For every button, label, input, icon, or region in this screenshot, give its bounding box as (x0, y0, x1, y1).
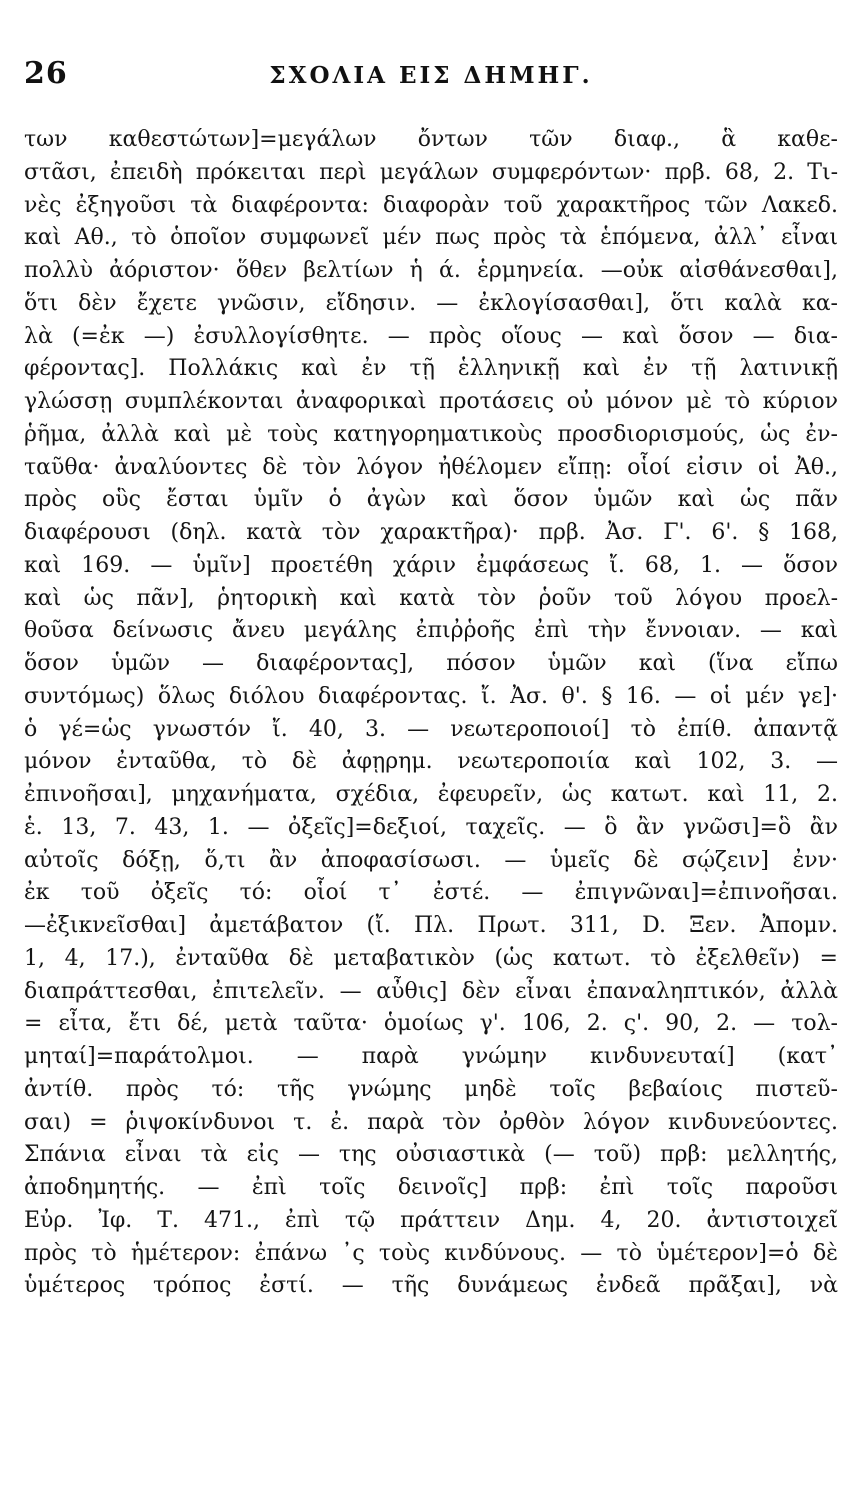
text-line: θοῦσα δείνωσις ἄνευ μεγάλης ἐπιῤῥοῆς ἐπὶ τὴν ἔννοιαν. — καὶ (24, 618, 838, 644)
text-line: Σπάνια εἶναι τὰ εἰς — της οὐσιαστικὰ (— τοῦ) πρβ: μελλητής, (24, 1142, 838, 1168)
text-line: διαπράττεσθαι, ἐπιτελεῖν. — αὖθις] δὲν εἶναι ἐπαναληπτικόν, ἀλλὰ (24, 978, 838, 1004)
text-line: ἑ. 13, 7. 43, 1. — ὀξεῖς]=δεξιοί, ταχεῖς. — ὃ ἂν γνῶσι]=ὃ ἂν (24, 814, 838, 840)
text-line: σαι) = ῥιψοκίνδυνοι τ. ἐ. παρὰ τὸν ὀρθὸν λόγον κινδυνεύοντες. (24, 1109, 838, 1135)
text-line: νὲς ἐξηγοῦσι τὰ διαφέροντα: διαφορὰν τοῦ χαρακτῆρος τῶν Λακεδ. (24, 192, 838, 218)
text-line: Εὐρ. Ἰφ. Τ. 471., ἐπὶ τῷ πράττειν Δημ. 4, 20. ἀντιστοιχεῖ (24, 1207, 838, 1233)
text-line: —ἐξικνεῖσθαι] ἀμετάβατον (ἴ. Πλ. Πρωτ. 311, D. Ξεν. Ἀπομν. (24, 913, 838, 938)
text-line: ὁ γέ=ὡς γνωστόν ἴ. 40, 3. — νεωτεροποιοί] τὸ ἐπίθ. ἀπαντᾷ (24, 716, 838, 742)
text-line: καὶ ὡς πᾶν], ῥητορικὴ καὶ κατὰ τὸν ῥοῦν τοῦ λόγου προελ- (24, 585, 838, 611)
page-number: 26 (24, 56, 68, 91)
text-line: πολλὺ ἀόριστον· ὅθεν βελτίων ἡ ά. ἑρμηνεία. —οὐκ αἰσθάνεσθαι], (24, 258, 838, 283)
text-line: διαφέρουσι (δηλ. κατὰ τὸν χαρακτῆρα)· πρβ. Ἀσ. Γ'. 6'. § 168, (24, 520, 838, 545)
text-line: μηταί]=παράτολμοι. — παρὰ γνώμην κινδυνευταί] (κατ᾽ (24, 1044, 838, 1069)
text-line: ἀποδημητής. — ἐπὶ τοῖς δεινοῖς] πρβ: ἐπὶ τοῖς παροῦσι (24, 1175, 838, 1200)
text-line: ἐκ τοῦ ὀξεῖς τό: οἷοί τ᾽ ἐστέ. — ἐπιγνῶναι]=ἐπινοῆσαι. (24, 880, 838, 906)
text-line: ῥῆμα, ἀλλὰ καὶ μὲ τοὺς κατηγορηματικοὺς προσδιορισμούς, ὡς ἐν- (24, 421, 838, 447)
text-line: λὰ (=ἐκ —) ἐσυλλογίσθητε. — πρὸς οἵους — καὶ ὅσον — δια- (24, 323, 838, 349)
text-line: ἐπινοῆσαι], μηχανήματα, σχέδια, ἐφευρεῖν, ὡς κατωτ. καὶ 11, 2. (24, 782, 838, 807)
text-line: ὅτι δὲν ἔχετε γνῶσιν, εἴδησιν. — ἐκλογίσασθαι], ὅτι καλὰ κα- (24, 290, 838, 316)
text-line: καὶ 169. — ὑμῖν] προετέθη χάριν ἐμφάσεως ἴ. 68, 1. — ὅσον (24, 552, 838, 578)
text-line: φέροντας]. Πολλάκις καὶ ἐν τῇ ἑλληνικῇ καὶ ἐν τῇ λατινικῇ (24, 356, 838, 382)
text-line: πρὸς οὓς ἔσται ὑμῖν ὁ ἀγὼν καὶ ὅσον ὑμῶν καὶ ὡς πᾶν (24, 487, 838, 513)
text-line: πρὸς τὸ ἡμέτερον: ἐπάνω ᾽ς τοὺς κινδύνους. — τὸ ὑμέτερον]=ὁ δὲ (24, 1240, 838, 1266)
text-line: = εἶτα, ἔτι δέ, μετὰ ταῦτα· ὁμοίως γ'. 106, 2. ς'. 90, 2. — τολ- (24, 1011, 838, 1037)
page-header (24, 56, 838, 100)
running-title: ΣΧΟΛΙΑ ΕΙΣ ΔΗΜΗΓ. (269, 62, 593, 89)
text-line: συντόμως) ὅλως διόλου διαφέροντας. ἴ. Ἀσ. θ'. § 16. — οἱ μέν γε]· (24, 683, 838, 709)
text-line: ὅσον ὑμῶν — διαφέροντας], πόσον ὑμῶν καὶ (ἵνα εἴπω (24, 651, 838, 676)
text-line: 1, 4, 17.), ἐνταῦθα δὲ μεταβατικὸν (ὡς κατωτ. τὸ ἐξελθεῖν) = (24, 945, 838, 971)
text-line: αὐτοῖς δόξῃ, ὅ,τι ἂν ἀποφασίσωσι. — ὑμεῖς δὲ σῴζειν] ἐνν· (24, 847, 838, 873)
text-line: ὑμέτερος τρόπος ἐστί. — τῆς δυνάμεως ἐνδεᾶ πρᾶξαι], νὰ (24, 1273, 838, 1299)
text-line: γλώσσῃ συμπλέκονται ἀναφορικαὶ προτάσεις οὐ μόνον μὲ τὸ κύριον (24, 389, 838, 414)
text-line: καὶ Αθ., τὸ ὁποῖον συμφωνεῖ μέν πως πρὸς τὰ ἑπόμενα, ἀλλ᾽ εἶναι (24, 225, 838, 251)
text-line: ταῦθα· ἀναλύοντες δὲ τὸν λόγον ἠθέλομεν εἴπῃ: οἷοί εἰσιν οἱ Ἀθ., (24, 454, 838, 480)
commentary-text (24, 124, 838, 1303)
text-line: μόνον ἐνταῦθα, τὸ δὲ ἀφῃρημ. νεωτεροποιία καὶ 102, 3. — (24, 749, 838, 775)
text-line: των καθεστώτων]=μεγάλων ὄντων τῶν διαφ., ἃ καθε- (24, 127, 838, 152)
text-line: στᾶσι, ἐπειδὴ πρόκειται περὶ μεγάλων συμφερόντων· πρβ. 68, 2. Τι- (24, 159, 838, 185)
text-line: ἀντίθ. πρὸς τό: τῆς γνώμης μηδὲ τοῖς βεβαίοις πιστεῦ- (24, 1076, 838, 1102)
